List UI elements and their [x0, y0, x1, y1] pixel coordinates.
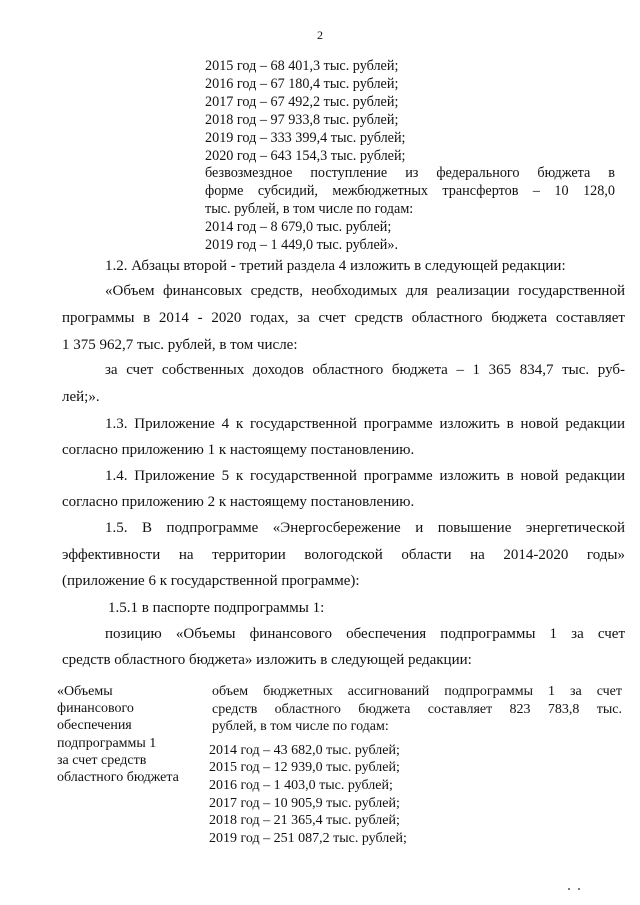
table-left-line: областного бюджета — [57, 770, 179, 786]
table-left-line: за счет средств — [57, 752, 147, 768]
table-left-line: «Объемы — [57, 684, 113, 699]
federal-line: безвозмездное поступление из федерального бюджета в — [205, 165, 615, 182]
paragraph-1-5-1: 1.5.1 в паспорте подпрограммы 1: — [108, 600, 325, 616]
quote-line: 1 375 962,7 тыс. рублей, в том числе: — [62, 337, 298, 353]
year-line: 2020 год – 643 154,3 тыс. рублей; — [205, 147, 406, 164]
year-line: 2017 год – 67 492,2 тыс. рублей; — [205, 93, 399, 110]
table-left-cell — [57, 683, 197, 786]
table-right-line: средств областного бюджета составляет 823 783,8 тыс. — [212, 701, 622, 717]
table-year-line: 2017 год – 10 905,9 тыс. рублей; — [209, 795, 400, 811]
position-line: позицию «Объемы финансового обеспечения подпрограммы 1 за счет — [105, 626, 625, 642]
table-right-cell — [209, 683, 627, 847]
federal-line: форме субсидий, межбюджетных трансфертов – 10 128,0 — [205, 183, 615, 200]
year-line: 2019 год – 1 449,0 тыс. рублей». — [205, 237, 398, 254]
funding-continuation-block — [205, 58, 615, 255]
own-revenue-line: за счет собственных доходов областного бюджета – 1 365 834,7 тыс. руб- — [105, 362, 625, 378]
quote-line: программы в 2014 - 2020 годах, за счет средств областного бюджета составляет — [62, 310, 625, 326]
table-year-line: 2016 год – 1 403,0 тыс. рублей; — [209, 777, 393, 793]
paragraph-1-3: согласно приложению 1 к настоящему постановлению. — [62, 442, 415, 458]
table-right-line: рублей, в том числе по годам: — [212, 719, 389, 735]
table-left-line: финансового — [57, 701, 134, 717]
table-right-line: объем бюджетных ассигнований подпрограммы 1 за счет — [212, 684, 622, 699]
paragraph-1-2: 1.2. Абзацы второй - третий раздела 4 изложить в следующей редакции: — [105, 258, 566, 274]
year-line: 2015 год – 68 401,3 тыс. рублей; — [205, 58, 399, 74]
own-revenue-line: лей;». — [62, 389, 100, 405]
year-line: 2016 год – 67 180,4 тыс. рублей; — [205, 75, 399, 92]
table-year-line: 2014 год – 43 682,0 тыс. рублей; — [209, 742, 400, 758]
paragraph-1-4: 1.4. Приложение 5 к государственной программе изложить в новой редакции — [105, 468, 625, 484]
paragraph-1-3: 1.3. Приложение 4 к государственной программе изложить в новой редакции — [105, 416, 625, 432]
table-year-line: 2015 год – 12 939,0 тыс. рублей; — [209, 760, 400, 776]
paragraph-1-5: (приложение 6 к государственной программе): — [62, 573, 360, 589]
paragraph-1-4: согласно приложению 2 к настоящему постановлению. — [62, 494, 415, 510]
table-left-line: подпрограммы 1 — [57, 735, 157, 751]
table-year-line: 2018 год – 21 365,4 тыс. рублей; — [209, 813, 400, 829]
paragraph-1-5: эффективности на территории вологодской области на 2014-2020 годы» — [62, 547, 625, 563]
table-year-line: 2019 год – 251 087,2 тыс. рублей; — [209, 830, 407, 846]
year-line: 2014 год – 8 679,0 тыс. рублей; — [205, 219, 392, 236]
scan-speck — [578, 888, 580, 890]
federal-line: тыс. рублей, в том числе по годам: — [205, 201, 414, 218]
paragraph-1-5: 1.5. В подпрограмме «Энергосбережение и повышение энергетической — [105, 520, 625, 536]
year-line: 2018 год – 97 933,8 тыс. рублей; — [205, 111, 399, 128]
position-line: средств областного бюджета» изложить в следующей редакции: — [62, 652, 472, 668]
table-left-line: обеспечения — [57, 718, 132, 734]
scan-speck — [568, 888, 570, 890]
page-number: 2 — [317, 28, 323, 42]
quote-line: «Объем финансовых средств, необходимых для реализации государственной — [105, 283, 625, 299]
year-line: 2019 год – 333 399,4 тыс. рублей; — [205, 129, 406, 146]
